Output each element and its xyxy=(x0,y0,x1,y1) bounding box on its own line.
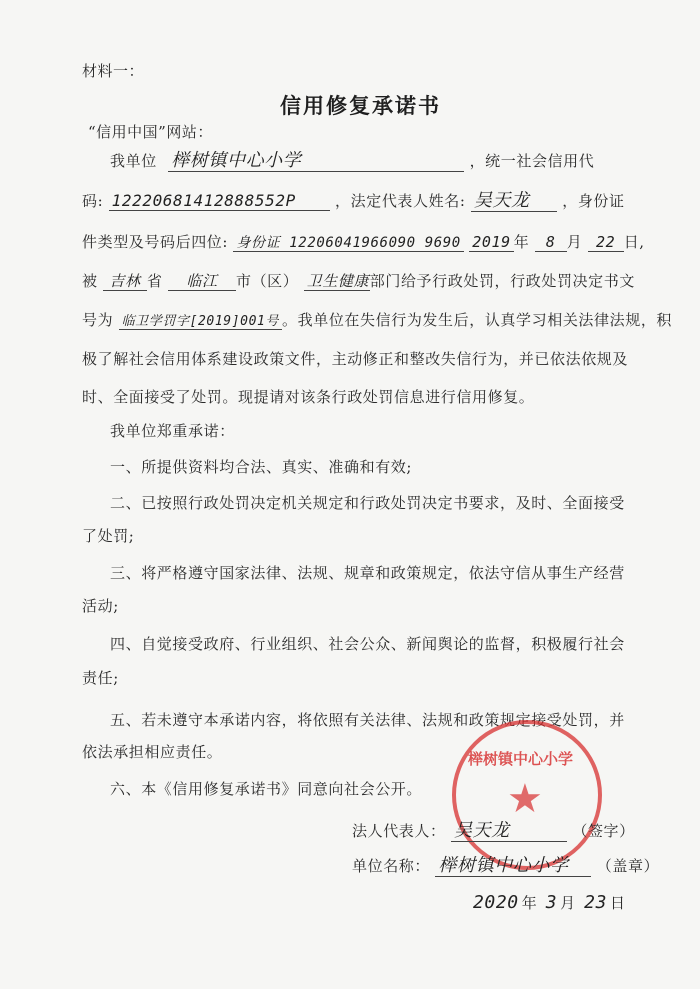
after-decision-text: 。我单位在失信行为发生后，认真学习相关法律法规，积 xyxy=(282,311,673,329)
body-line-8: 极了解社会信用体系建设政策文件，主动修正和整改失信行为，并已依法依规及 xyxy=(82,350,629,368)
id-label-a: ，身份证 xyxy=(562,192,625,210)
unit-name-handwritten: 榉树镇中心小学 xyxy=(168,152,464,172)
commitment-2a: 二、已按照行政处罚决定机关规定和行政处罚决定书要求，及时、全面接受 xyxy=(110,494,625,512)
unit-signature-suffix: （盖章） xyxy=(596,857,660,875)
year-unit: 年 xyxy=(513,233,530,251)
unit-prefix: 我单位 xyxy=(110,152,157,170)
unit-signature-line xyxy=(352,855,659,877)
commitment-5a: 五、若未遵守本承诺内容，将依照有关法律、法规和政策规定接受处罚，并 xyxy=(110,711,625,729)
province-handwritten: 吉林 xyxy=(103,274,147,291)
month-unit: 月 xyxy=(566,233,583,251)
id-label-b: 件类型及号码后四位: xyxy=(82,233,229,251)
sign-year: 2020 xyxy=(473,892,519,913)
day-unit: 日, xyxy=(623,233,645,251)
legal-rep-signature-label: 法人代表人： xyxy=(352,822,446,840)
commitment-2b: 了处罚; xyxy=(82,527,135,545)
department-handwritten: 卫生健康 xyxy=(304,274,370,291)
decision-label: 号为 xyxy=(82,311,114,329)
legal-rep-name-handwritten: 吴天龙 xyxy=(471,192,557,212)
commitment-intro: 我单位郑重承诺： xyxy=(110,422,235,440)
legal-rep-signature-line xyxy=(352,820,635,842)
seal-text: 榉树镇中心小学 xyxy=(468,750,574,768)
legal-rep-signature: 吴天龙 xyxy=(451,822,567,842)
penalty-day-handwritten: 22 xyxy=(588,235,624,252)
credit-code-label-b: 码: xyxy=(82,192,104,210)
decision-number-handwritten: 临卫学罚字[2019]001号 xyxy=(119,315,282,330)
sign-day: 23 xyxy=(584,892,608,913)
seal-star-icon: ★ xyxy=(507,776,543,822)
body-line-9: 时、全面接受了处罚。现提请对该条行政处罚信息进行信用修复。 xyxy=(82,388,535,406)
commitment-4b: 责任; xyxy=(82,669,119,687)
material-label: 材料一： xyxy=(82,62,145,80)
by-word: 被 xyxy=(82,272,98,290)
decision-line xyxy=(82,309,672,330)
credit-code-label-a: ，统一社会信用代 xyxy=(469,152,595,170)
commitment-3b: 活动; xyxy=(82,597,119,615)
unit-line xyxy=(110,150,594,172)
penalty-month-handwritten: 8 xyxy=(535,235,567,252)
department-suffix: 部门给予行政处罚，行政处罚决定书文 xyxy=(369,272,635,290)
sign-month-unit: 月 xyxy=(560,894,576,912)
commitment-4a: 四、自觉接受政府、行业组织、社会公众、新闻舆论的监督，积极履行社会 xyxy=(110,635,625,653)
commitment-5b: 依法承担相应责任。 xyxy=(82,743,223,761)
id-line xyxy=(82,231,645,252)
province-unit: 省 xyxy=(146,272,163,290)
city-handwritten: 临江 xyxy=(168,274,236,291)
penalty-year-handwritten: 2019 xyxy=(469,235,514,252)
legal-rep-signature-suffix: （签字） xyxy=(572,822,635,840)
commitment-3a: 三、将严格遵守国家法律、法规、规章和政策规定，依法守信从事生产经营 xyxy=(110,564,625,582)
credit-code-line xyxy=(82,190,625,212)
legal-rep-label: ，法定代表人姓名: xyxy=(335,192,466,210)
commitment-1: 一、所提供资料均合法、真实、准确和有效; xyxy=(110,458,413,476)
department-line xyxy=(82,270,635,291)
credit-code-handwritten: 12220681412888552P xyxy=(109,193,330,211)
unit-signature: 榉树镇中心小学 xyxy=(435,857,591,877)
document-title: 信用修复承诺书 xyxy=(280,94,441,118)
id-number-handwritten: 身份证 12206041966090 9690 xyxy=(233,236,463,252)
sign-day-unit: 日 xyxy=(610,894,626,912)
sign-year-unit: 年 xyxy=(521,894,538,912)
commitment-6: 六、本《信用修复承诺书》同意向社会公开。 xyxy=(110,780,423,798)
addressee: “信用中国”网站： xyxy=(88,123,213,141)
unit-signature-label: 单位名称： xyxy=(352,857,431,875)
sign-date-line xyxy=(470,892,626,913)
sign-month: 3 xyxy=(545,892,558,913)
city-unit: 市（区） xyxy=(235,272,299,290)
